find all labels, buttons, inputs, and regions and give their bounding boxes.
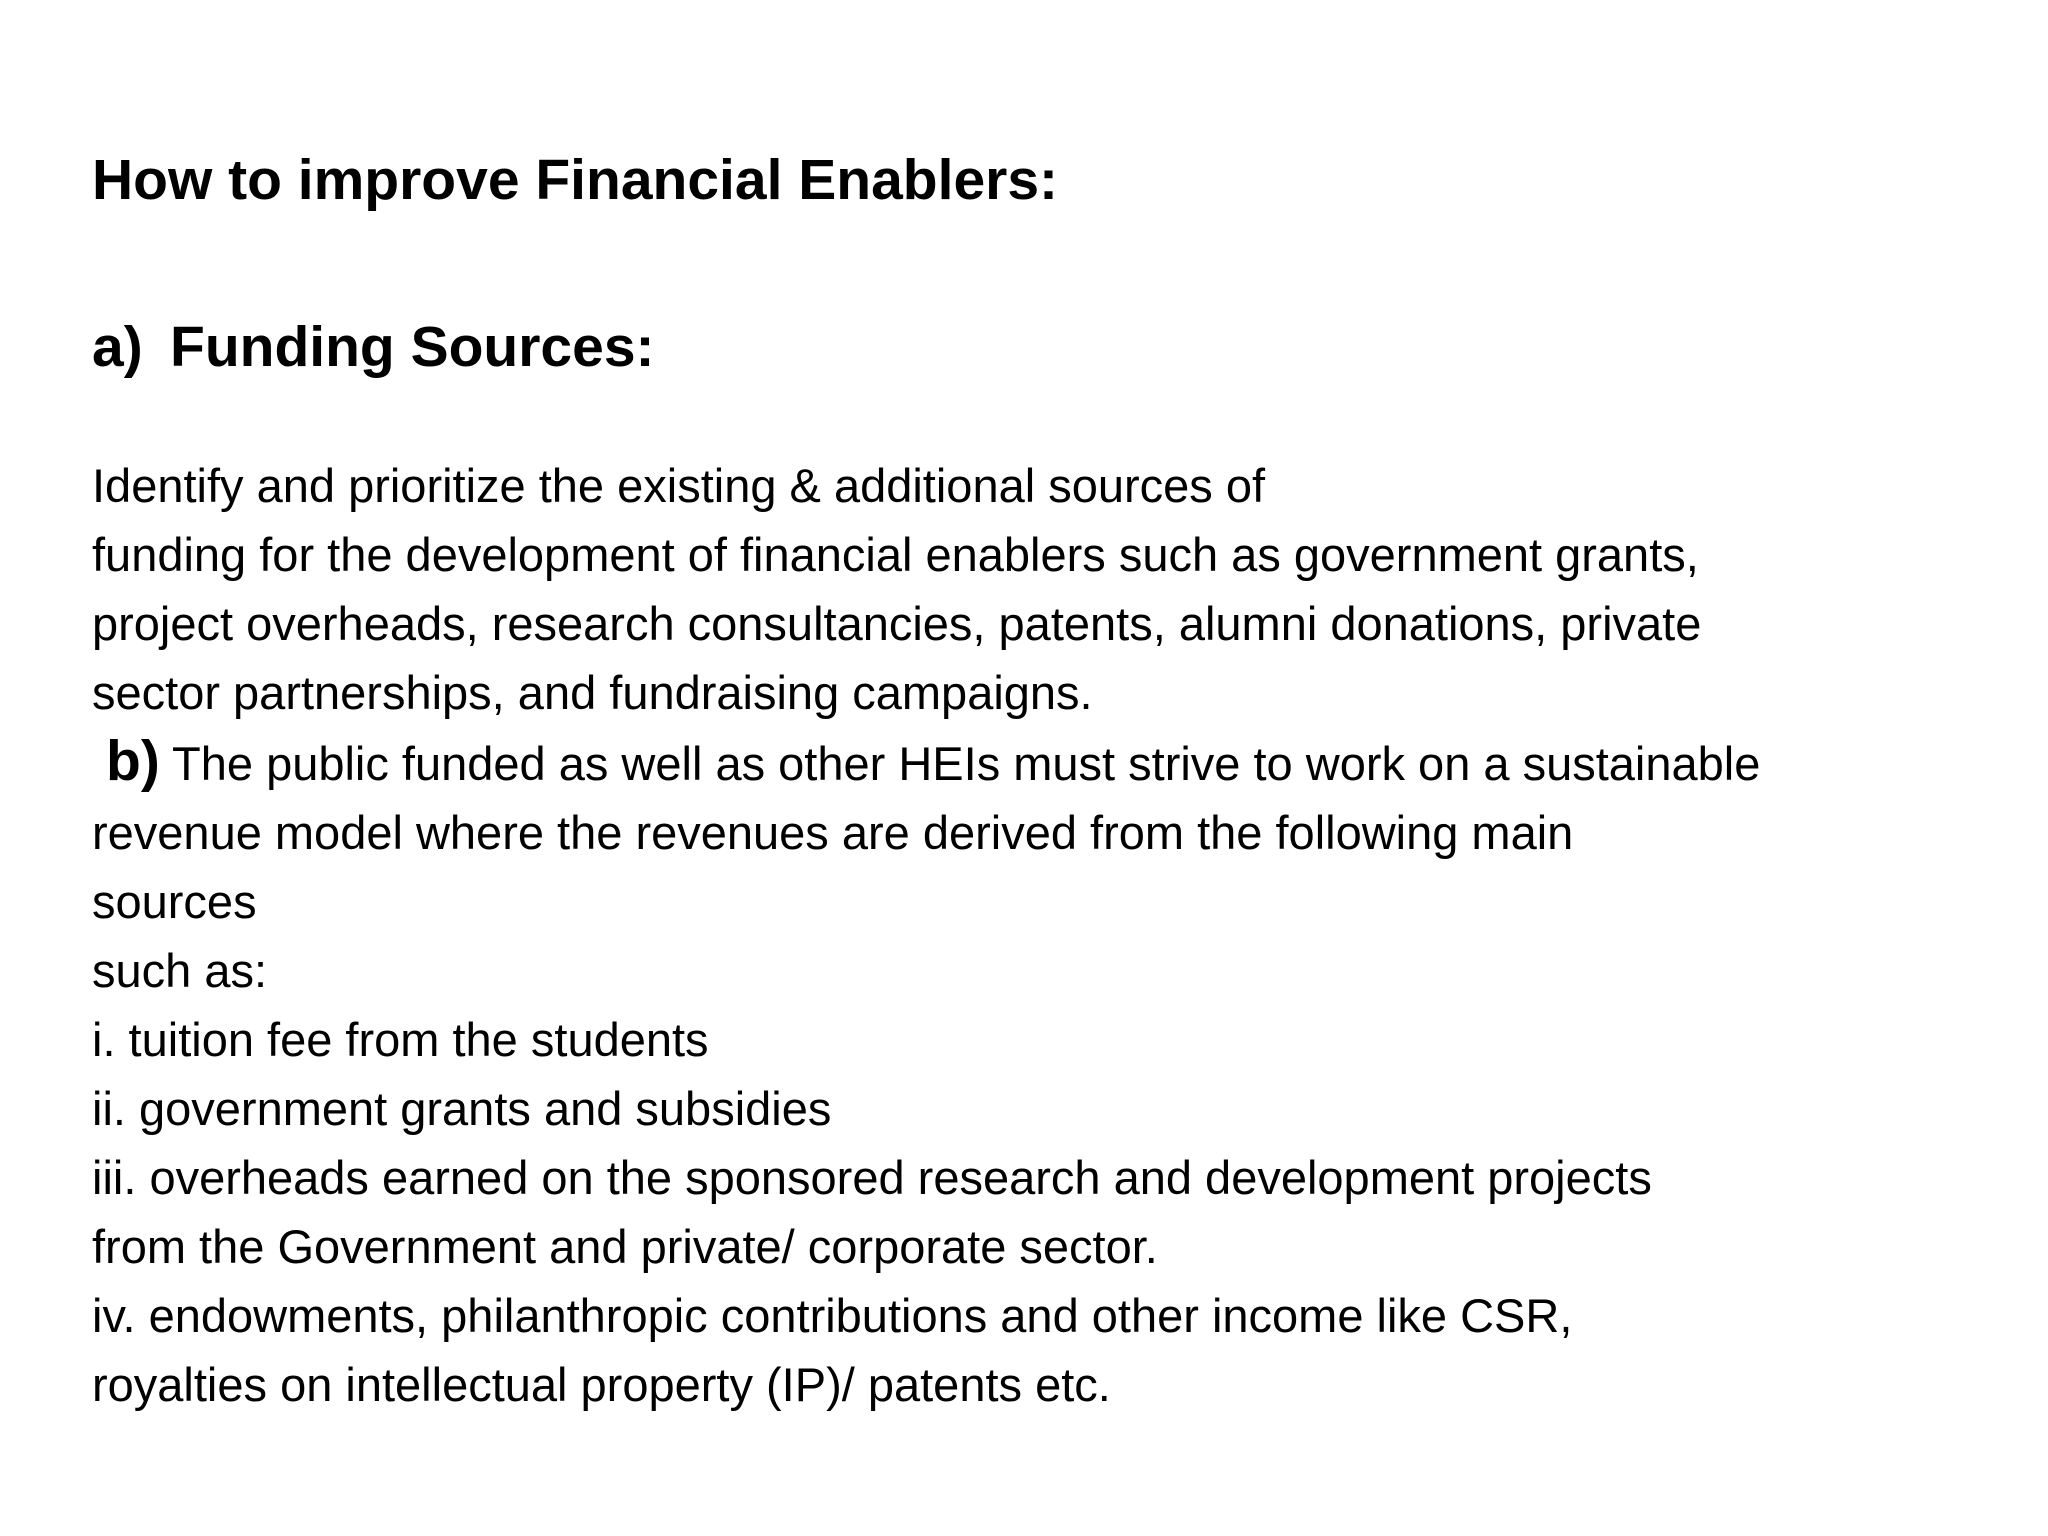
list-item: ii. government grants and subsidies [92, 1082, 832, 1135]
section-b-first-line [92, 727, 1972, 798]
section-a-heading-text: Funding Sources: [170, 315, 655, 379]
list-item: i. tuition fee from the students [92, 1013, 709, 1066]
list-item: from the Government and private/ corporate sector. [92, 1220, 1158, 1273]
list-item: royalties on intellectual property (IP)/ patents etc. [92, 1358, 1111, 1411]
slide-body [92, 451, 1972, 1419]
section-a-line: funding for the development of financial enablers such as government grants, [92, 528, 1699, 581]
list-item: iii. overheads earned on the sponsored research and development projects [92, 1151, 1652, 1204]
section-b-marker: b) [106, 729, 160, 793]
slide [92, 0, 1992, 1536]
section-a-line: sector partnerships, and fundraising campaigns. [92, 666, 1093, 719]
section-b-line: such as: [92, 944, 268, 997]
section-a-line: project overheads, research consultancies, patents, alumni donations, private [92, 597, 1702, 650]
section-b-line: revenue model where the revenues are derived from the following main [92, 806, 1574, 859]
section-a-line: Identify and prioritize the existing & additional sources of [92, 459, 1266, 512]
section-a-heading [92, 311, 655, 383]
section-a-marker: a) [92, 315, 143, 379]
slide-title: How to improve Financial Enablers: [92, 148, 1059, 212]
section-b-line: sources [92, 875, 257, 928]
list-item: iv. endowments, philanthropic contributions and other income like CSR, [92, 1289, 1573, 1342]
section-b-first-line-text: The public funded as well as other HEIs must strive to work on a sustainable [159, 737, 1761, 790]
